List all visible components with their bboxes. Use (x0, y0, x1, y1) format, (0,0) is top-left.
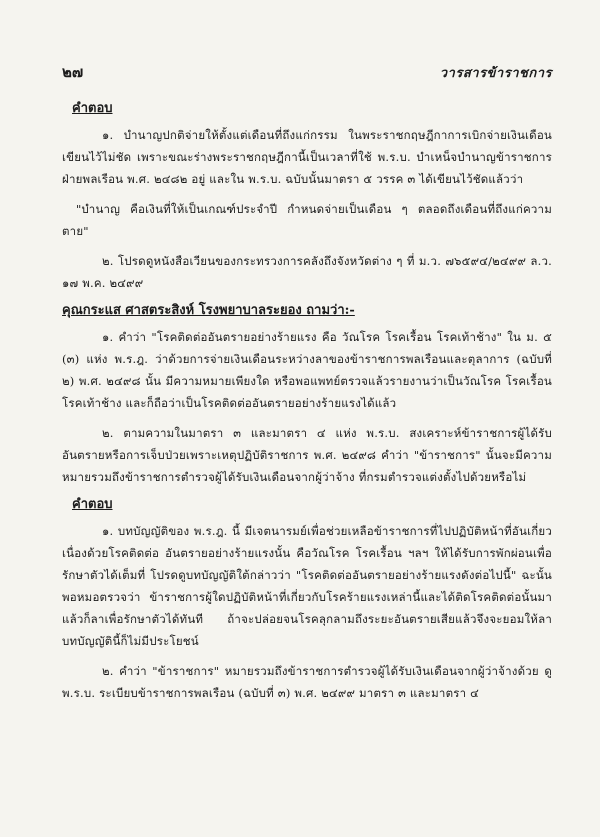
answer-1-quote: "บำนาญ คือเงินที่ให้เป็นเกณฑ์ประจำปี กำหนดจ่ายเป็นเดือน ๆ ตลอดถึงเดือนที่ถึงแก่ความตาย" (62, 202, 552, 238)
page-header (62, 60, 552, 84)
answer-2-paragraph-1: ๑. บทบัญญัติของ พ.ร.ฎ. นี้ มีเจตนารมย์เพื่อช่วยเหลือข้าราชการที่ไปปฏิบัติหน้าที่อันเกี่ยวเนื่องด้วยโรคติดต่อ อันตรายอย่างร้ายแรงนั้น คือวัณโรค โรคเรื้อน ฯลฯ ให้ได้รับการพักผ่อนเพื่อรักษาตัวได้เต็มที่ โปรดดูบทบัญญัติใต้กล่าวว่า "โรคติดต่ออันตรายอย่างร้ายแรงดังต่อไปนี้" ฉะนั้นพอหมอตรวจว่า ข้าราชการผู้ใดปฏิบัติหน้าที่เกี่ยวกับโรคร้ายแรงเหล่านี้และได้ติดโรคติดต่อนั้นมาแล้วก็ลาเพื่อรักษาตัวได้ทันที ถ้าจะปล่อยจนโรคลุกลามถึงระยะอันตรายเสียแล้วจึงจะยอมให้ลา บทบัญญัตินี้ก็ไม่มีประโยชน์ (62, 524, 552, 648)
question-paragraph-2: ๒. ตามความในมาตรา ๓ และมาตรา ๔ แห่ง พ.ร.บ. สงเคราะห์ข้าราชการผู้ได้รับอันตรายหรือการเจ็บป่วยเพราะเหตุปฏิบัติราชการ พ.ศ. ๒๔๙๘ คำว่า "ข้าราชการ" นั้นจะมีความหมายรวมถึงข้าราชการตำรวจผู้ได้รับเงินเดือนจากผู้ว่าจ้าง ที่กรมตำรวจแต่งตั้งไปด้วยหรือไม่ (62, 426, 552, 484)
answer-1-paragraph-2: ๒. โปรดดูหนังสือเวียนของกระทรวงการคลังถึงจังหวัดต่าง ๆ ที่ ม.ว. ๗๖๕๙๔/๒๔๙๙ ล.ว. ๑๗ พ.ค. ๒๔๙๙ (62, 254, 552, 290)
answer-2-paragraph-2: ๒. คำว่า "ข้าราชการ" หมายรวมถึงข้าราชการตำรวจผู้ได้รับเงินเดือนจากผู้ว่าจ้างด้วย ดู พ.ร.บ. ระเบียบข้าราชการพลเรือน (ฉบับที่ ๓) พ.ศ. ๒๔๙๙ มาตรา ๓ และมาตรา ๔ (62, 664, 552, 700)
document-body (62, 100, 552, 712)
page-number: ๒๗ (62, 63, 84, 81)
journal-title: วารสารข้าราชการ (439, 66, 552, 81)
question-paragraph-1: ๑. คำว่า "โรคติดต่ออันตรายอย่างร้ายแรง คือ วัณโรค โรคเรื้อน โรคเท้าช้าง" ใน ม. ๕ (๓) แห่ง พ.ร.ฎ. ว่าด้วยการจ่ายเงินเดือนระหว่างลาของข้าราชการพลเรือนและตุลาการ (ฉบับที่ ๒) พ.ศ. ๒๔๙๘ นั้น มีความหมายเพียงใด หรือพอแพทย์ตรวจแล้วรายงานว่าเป็นวัณโรค โรคเรื้อน โรคเท้าช้าง และก็ถือว่าเป็นโรคติดต่ออันตรายอย่างร้ายแรงได้แล้ว (62, 330, 552, 410)
section-heading-answer-1: คำตอบ (72, 101, 113, 116)
answer-1-paragraph-1: ๑. บำนาญปกติจ่ายให้ตั้งแต่เดือนที่ถึงแก่กรรม ในพระราชกฤษฎีกาการเบิกจ่ายเงินเดือนเขียนไว้ไม่ชัด เพราะขณะร่างพระราชกฤษฎีกานี้เป็นเวลาที่ใช้ พ.ร.บ. บำเหน็จบำนาญข้าราชการฝ่ายพลเรือน พ.ศ. ๒๔๘๒ อยู่ และใน พ.ร.บ. ฉบับนั้นมาตรา ๕ วรรค ๓ ได้เขียนไว้ชัดแล้วว่า (62, 128, 552, 186)
section-heading-answer-2: คำตอบ (72, 497, 113, 512)
section-heading-question: คุณกระแส ศาสตระสิงห์ โรงพยาบาลระยอง ถามว่า:- (62, 303, 355, 318)
